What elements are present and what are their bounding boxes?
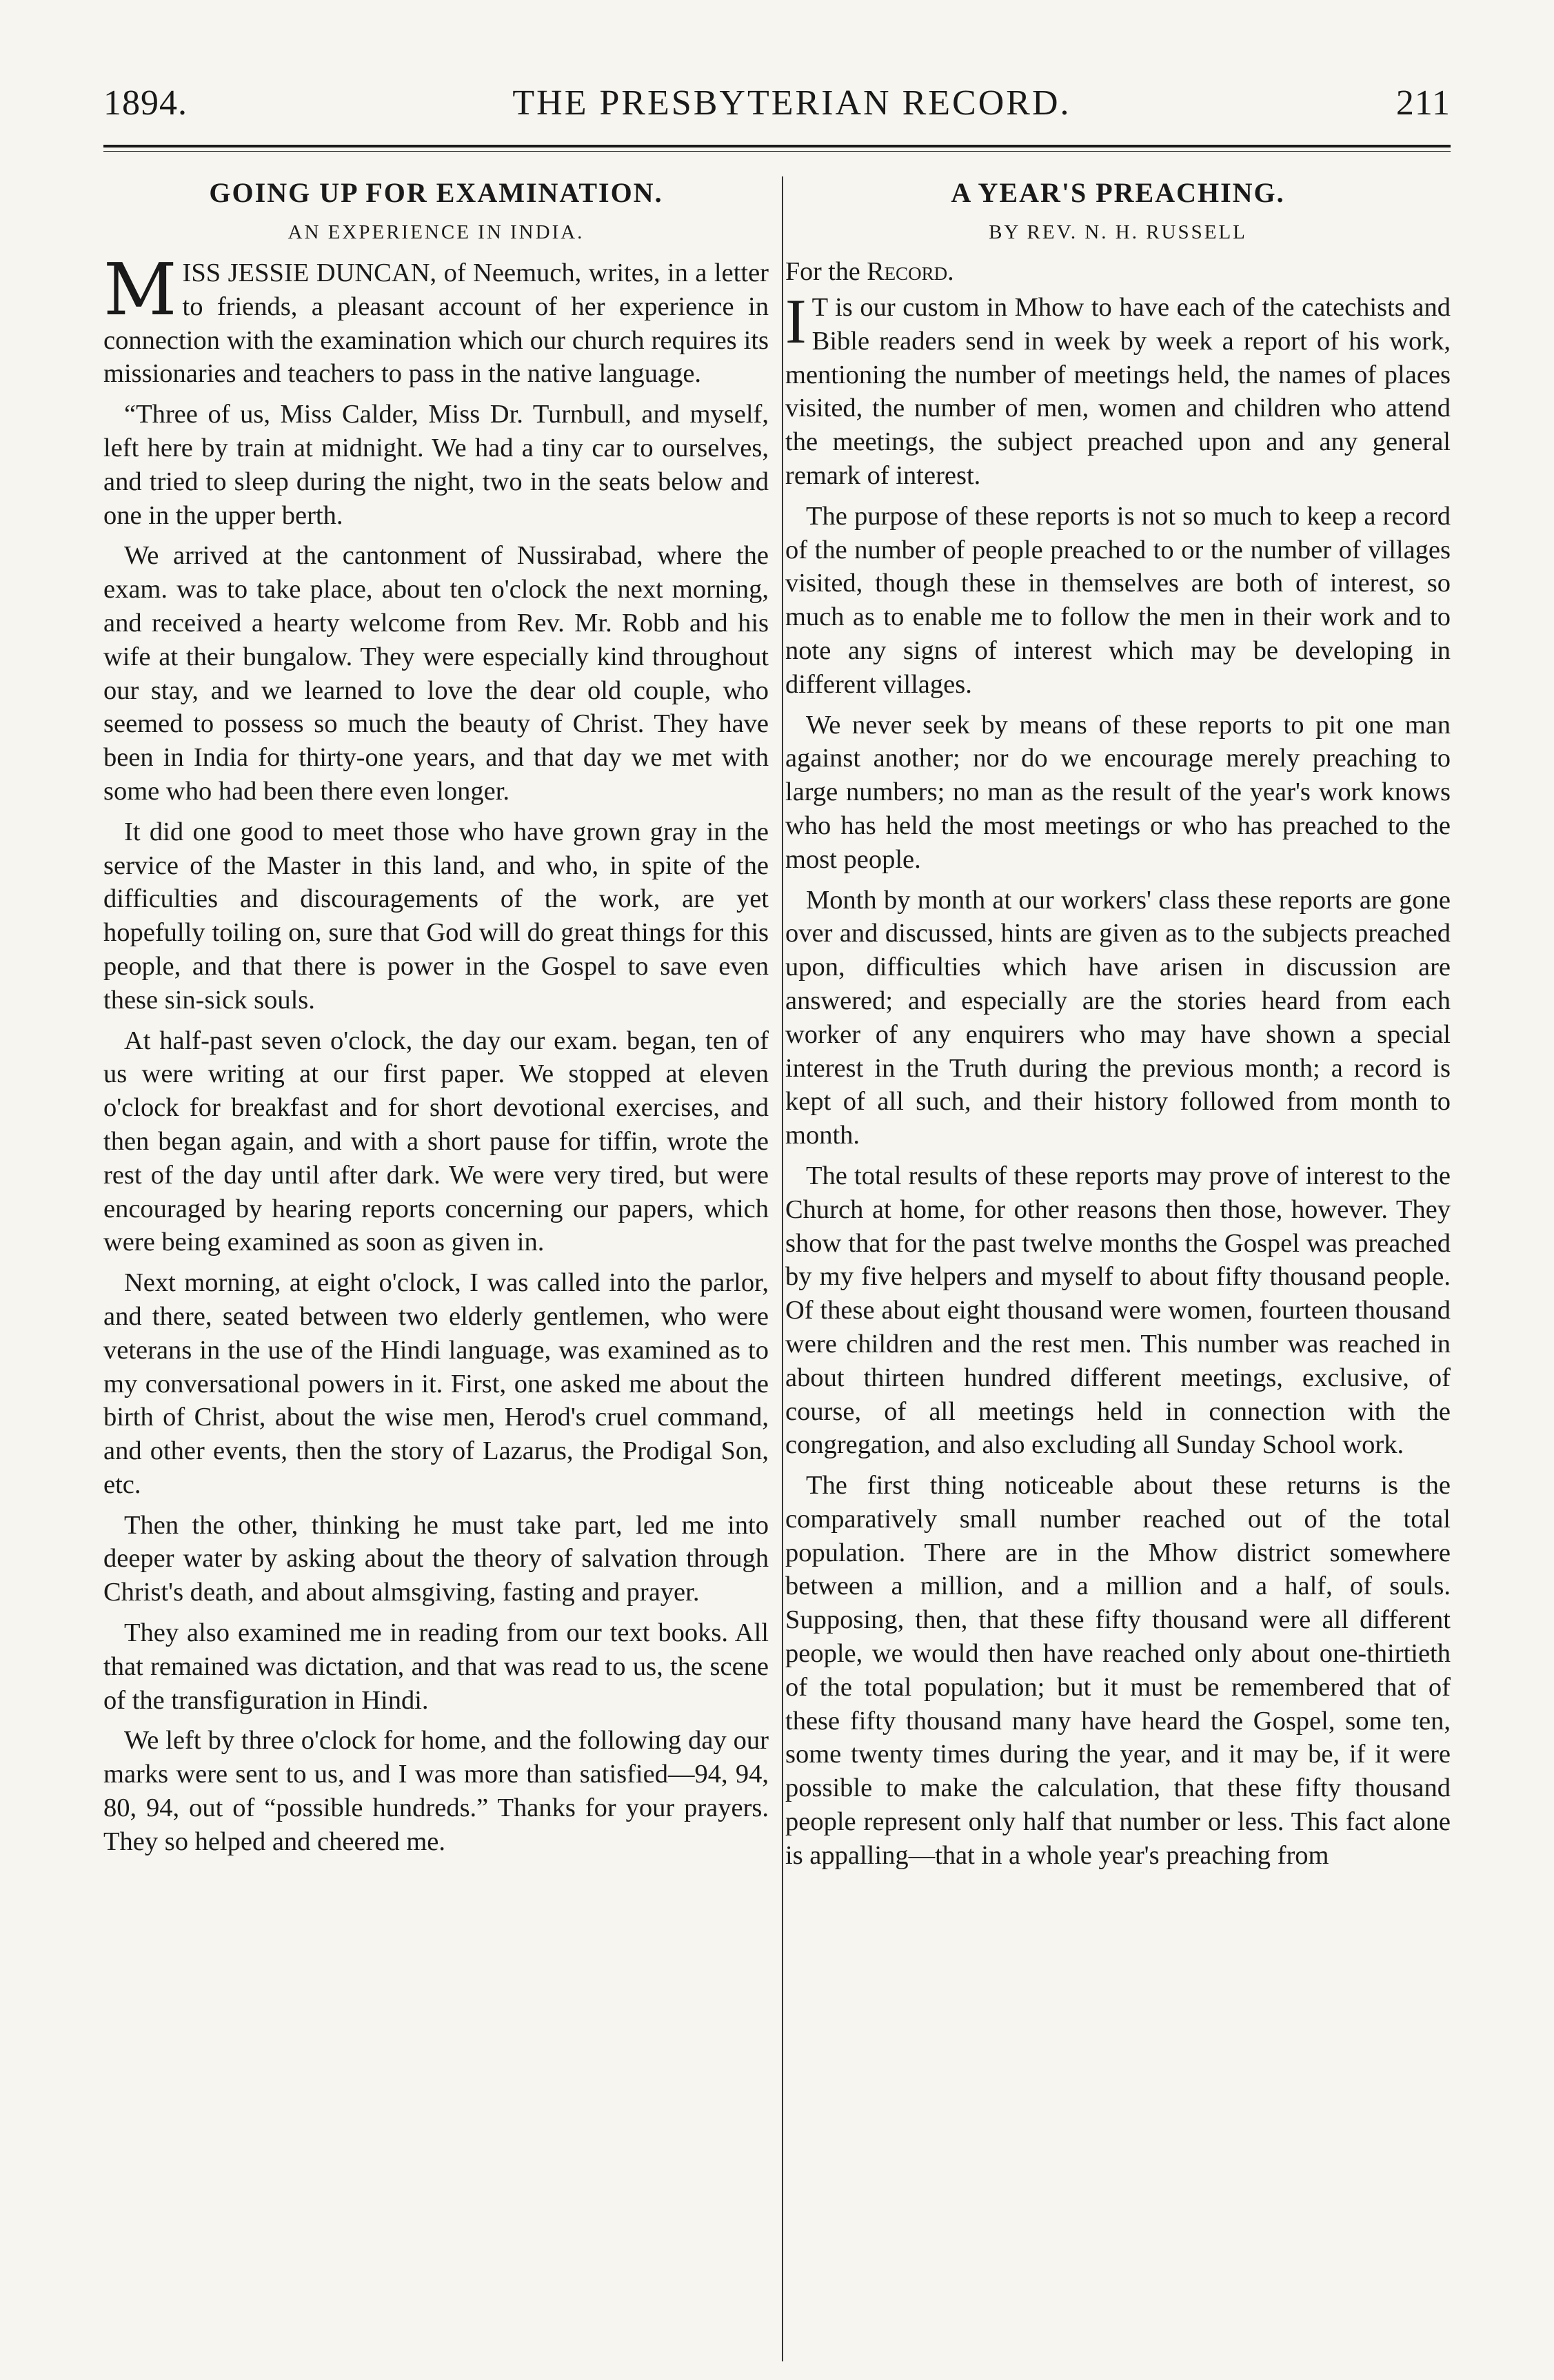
left-paragraph-4: It did one good to meet those who have grown gray in the service of the Master in this land, and who, in spite of the difficulties and discouragements of the work, are yet hopefully toiling on, sure that God will do great things for this people, and that there is power in the Gospel to save even these sin-sick souls. [103,817,769,1015]
right-paragraph-3: We never seek by means of these reports to pit one man against another; nor do we encourage merely preaching to large numbers; no man as the result of the year's work knows who has held the most meetings or who has preached to the most people. [785,710,1451,874]
left-paragraph-7: Then the other, thinking he must take part, led me into deeper water by asking about the theory of salvation through Christ's death, and about almsgiving, fasting and prayer. [103,1510,769,1607]
right-paragraph-1-text: T is our custom in Mhow to have each of the catechists and Bible readers send in week by week a report of his work, mentioning the number of meetings held, the names of places visited, the number of men, women and children who attend the meetings, the subject preached upon and any general remark of interest. [785,293,1451,490]
left-article-subtitle: AN EXPERIENCE IN INDIA. [287,221,585,243]
header-rule-thick [103,145,1451,148]
for-record-name: Record. [867,257,954,286]
right-article-title: A YEAR'S PREACHING. [951,177,1285,208]
left-article-title: GOING UP FOR EXAMINATION. [209,177,663,208]
column-divider [782,176,783,2361]
right-drop-cap: I [785,286,807,356]
left-paragraph-6: Next morning, at eight o'clock, I was called into the parlor, and there, seated between two elderly gentlemen, who were veterans in the use of the Hindi language, was examined as to my conversational powers in it. First, one asked me about the birth of Christ, about the wise men, Herod's cruel command, and other events, then the story of Lazarus, the Prodigal Son, etc. [103,1268,769,1499]
right-paragraph-6: The first thing noticeable about these returns is the comparatively small number reached out of the total population. There are in the Mhow district somewhere between a million, and a million and a half, of souls. Supposing, then, that these fifty thousand were all different people, we would then have reached only about one-thirtieth of the total population; but it must be remembered that of these fifty thousand many have heard the Gospel, some ten, some twenty times during the year, and it may be, if it were possible to make the calculation, that these fifty thousand people represent only half that number or less. This fact alone is appalling—that in a whole year's preaching from [785,1471,1451,1870]
right-paragraph-1 [785,286,1451,493]
left-paragraph-3: We arrived at the cantonment of Nussirabad, where the exam. was to take place, about ten o'clock the next morning, and received a hearty welcome from Rev. Mr. Robb and his wife at their bungalow. They were especially kind throughout our stay, and we learned to love the dear old couple, who seemed to possess so much the beauty of Christ. They have been in India for thirty-one years, and that day we met with some who had been there even longer. [103,541,769,806]
for-record-prefix: For the [785,257,867,286]
left-lead-small-caps: ISS JESSIE DUNCAN, [182,258,437,287]
for-record-line [785,256,1451,287]
right-paragraph-2: The purpose of these reports is not so much to keep a record of the number of people preached to or the number of villages visited, though these in themselves are both of interest, so much as to enable me to follow the men in their work and to note any signs of interest which may be developing in different villages. [785,501,1451,699]
left-paragraph-1-text: of Neemuch, writes, in a letter to friends, a pleasant account of her experience in connection with the examination which our church requires its missionaries and teachers to pass in the native language. [103,258,769,389]
left-paragraph-8: They also examined me in reading from our text books. All that remained was dictation, and that was read to us, the scene of the transfiguration in Hindi. [103,1618,769,1715]
left-paragraph-1 [103,247,769,391]
left-paragraph-9: We left by three o'clock for home, and the following day our marks were sent to us, and I was more than satisfied—94, 94, 80, 94, out of “possible hundreds.” Thanks for your prayers. They so helped and cheered me. [103,1726,769,1856]
header-year: 1894. [103,83,188,123]
page-header [103,83,1451,142]
left-column [103,176,769,1873]
left-paragraph-2: “Three of us, Miss Calder, Miss Dr. Turnbull, and myself, left here by train at midnight. We had a tiny car to ourselves, and tried to sleep during the night, two in the seats below and one in the upper berth. [103,400,769,530]
article-columns [103,176,1451,1873]
right-column [785,176,1451,1873]
right-article-byline: BY REV. N. H. RUSSELL [989,221,1247,243]
left-paragraph-5: At half-past seven o'clock, the day our exam. began, ten of us were writing at our first paper. We stopped at eleven o'clock for breakfast and for short devotional exercises, and then began again, and with a short pause for tiffin, wrote the rest of the day until after dark. We were very tired, but were encouraged by hearing reports concerning our papers, which were being examined as soon as given in. [103,1026,769,1257]
right-paragraph-5: The total results of these reports may prove of interest to the Church at home, for other reasons then those, however. They show that for the past twelve months the Gospel was preached by my five helpers and myself to about fifty thousand people. Of these about eight thousand were women, fourteen thousand were children and the rest men. This number was reached in about thirteen hundred different meetings, exclusive, of course, of all meetings held in connection with the congregation, and also excluding all Sunday School work. [785,1161,1451,1460]
header-rule-thin [103,151,1451,152]
right-paragraph-4: Month by month at our workers' class these reports are gone over and discussed, hints are given as to the subjects preached upon, difficulties which have arisen in discussion are answered; and especially are the stories heard from each worker of any enquirers who may have shown a special interest in the Truth during the previous month; a record is kept of all such, and their history followed from month to month. [785,885,1451,1150]
left-drop-cap: M [103,247,177,332]
page-number: 211 [1395,83,1451,123]
publication-title: THE PRESBYTERIAN RECORD. [512,83,1071,123]
